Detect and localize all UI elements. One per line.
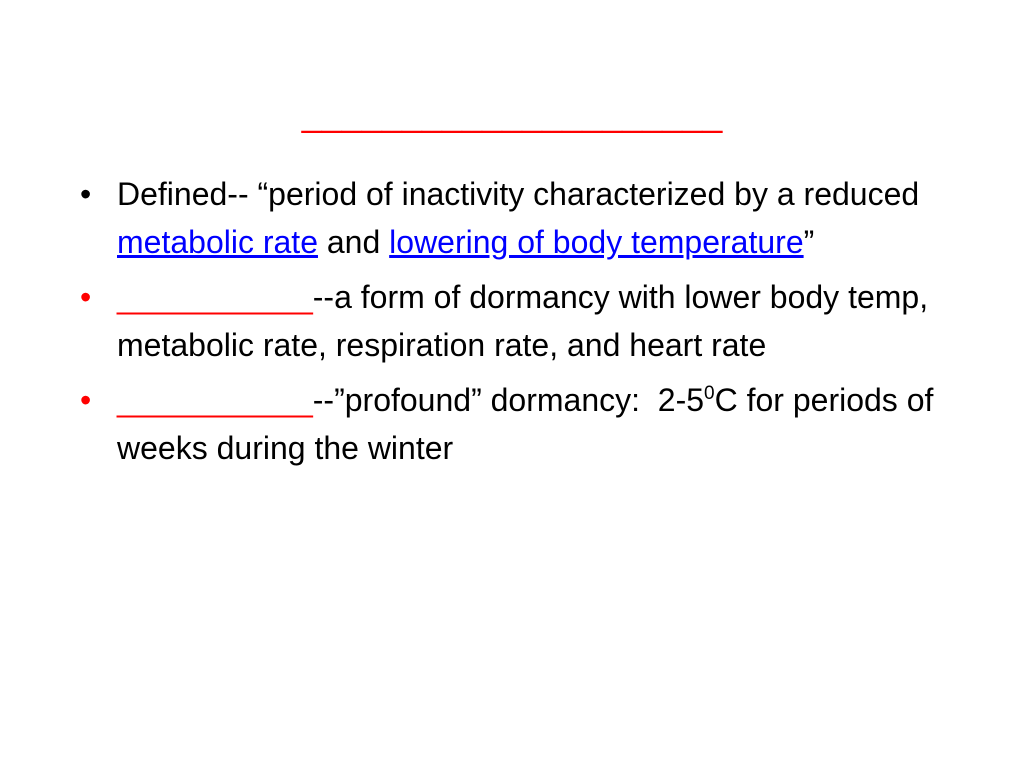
lowering-body-temperature-link[interactable]: lowering of body temperature — [389, 224, 804, 260]
torpor-text: --a form of dormancy with lower body temp, metabolic rate, respiration rate, and heart rate — [117, 279, 929, 363]
bullet-hibernation — [80, 376, 960, 472]
bullet-definition — [80, 170, 960, 266]
bullet-marker: • — [80, 279, 92, 315]
metabolic-rate-link[interactable]: metabolic rate — [117, 224, 318, 260]
definition-and: and — [317, 224, 390, 260]
torpor-blank: ___________ — [117, 279, 313, 315]
bullet-marker: • — [80, 382, 92, 418]
bullet-torpor — [80, 273, 960, 369]
definition-intro: Defined-- “period of inactivity characterized by a reduced — [117, 176, 920, 212]
definition-close-quote: ” — [803, 224, 815, 260]
hibernation-text-end: C for periods of weeks during the winter — [117, 382, 934, 466]
bullet-list — [80, 170, 960, 479]
hibernation-blank: ___________ — [117, 382, 313, 418]
degree-superscript: 0 — [704, 383, 715, 404]
title-blank: _____________________ — [301, 93, 723, 134]
bullet-marker: • — [80, 176, 92, 212]
hibernation-text: --”profound” dormancy: 2-5 — [312, 382, 705, 418]
